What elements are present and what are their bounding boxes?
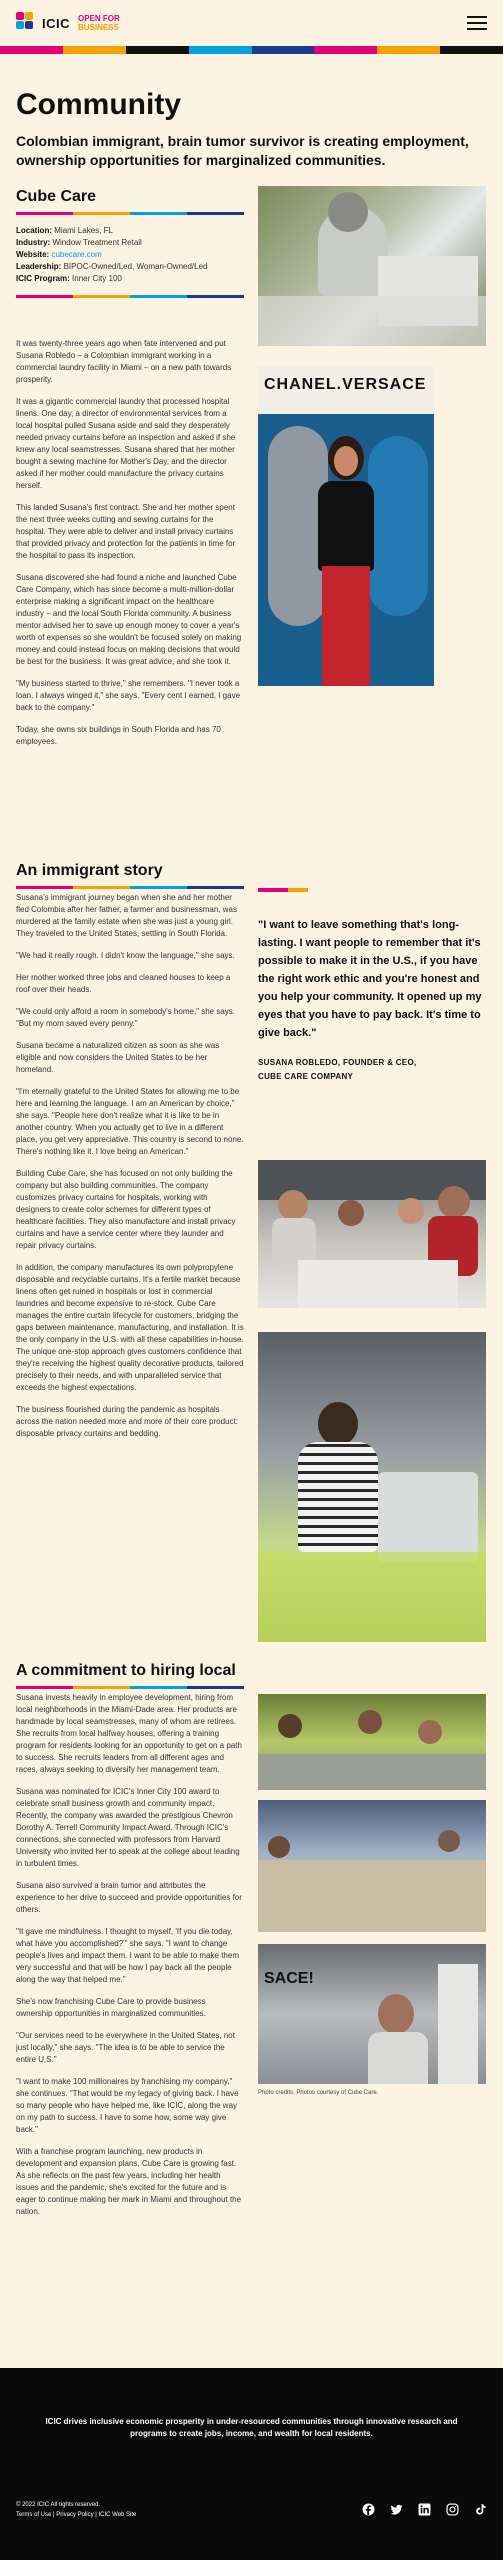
paragraph: "It gave me mindfulness. I thought to myself, 'If you die today, what have you accomplished?'" she says. "I want to change people's lives and impact them. I want to be able to make them very successful and that will be how I pay back all the people along the way that helped me." — [16, 1927, 239, 1984]
pull-quote — [258, 888, 486, 1084]
section-bar — [16, 212, 244, 215]
page-title: Community — [16, 88, 181, 121]
footer-links[interactable]: Terms of Use | Privacy Policy | ICIC Web Site — [16, 2512, 137, 2518]
meta-industry: Industry: Window Treatment Retail — [16, 238, 142, 247]
tagline-line-1: OPEN FOR — [78, 14, 120, 23]
twitter-icon[interactable] — [389, 2502, 403, 2516]
poster-text: CHANEL.VERSACE — [264, 376, 427, 393]
facebook-icon[interactable] — [361, 2502, 375, 2516]
sign-text: SACE! — [264, 1970, 314, 1987]
paragraph: Susana became a naturalized citizen as soon as she was eligible and now considers the United States to be her homeland. — [16, 1041, 220, 1074]
paragraph: In addition, the company manufactures its own polypropylene disposable and recyclable curtains. It's a fertile market because linens often get ruined in hospitals or lost in commercial laundries and become expensive to re-stock. Cube Care manages the entire curtain lifecycle for customers, bridging the gaps between maintenance, manufacturing, and installation. It is the only company in the U.S. with all these capabilities in-house. The unique one-stop approach gives customers confidence that they're receiving the highest quality decorative products, tailored precisely to their needs, and with unparalleled service that exceeds the highest expectations. — [16, 1263, 244, 1392]
immigrant-story-body — [16, 892, 244, 1440]
logo-tagline — [78, 14, 120, 32]
paragraph: Susana was nominated for ICIC's Inner City 100 award to celebrate small business growth and community impact. Recently, the company was awarded the prestigious Chevron Dorothy A. Terrell Community Impact Award. Through ICIC's connections, she connected with professors from Harvard University who invited her to speak at the college about leading in turbulent times. — [16, 1787, 240, 1868]
paragraph: "I want to make 100 millionaires by franchising my company," she continues. "That would be my legacy of giving back. I have so many people who have helped me, like ICIC, along the way on my path to success. I have to some how, some way give back." — [16, 2077, 239, 2134]
paragraph: "My business started to thrive," she remembers. "I never took a loan. I always winged it," she says. "Every cent I earned, I gave back to the company." — [16, 679, 241, 712]
linkedin-icon[interactable] — [417, 2502, 431, 2516]
site-footer — [0, 2368, 503, 2560]
icic-logo-mark-icon — [16, 12, 38, 34]
section-heading-immigrant-story: An immigrant story — [16, 862, 163, 879]
meta-leadership: Leadership: BIPOC-Owned/Led, Woman-Owned/Led — [16, 262, 208, 271]
paragraph: It was a gigantic commercial laundry that processed hospital linens. One day, a director of environmental services from a local hospital pulled Susana aside and said they desperately needed privacy curtains before an inspection and asked if she knew any local seamstresses. Susana shared that her mother bought a sewing machine for Mother's Day, and the director asked if her mother could manufacture the privacy curtains herself. — [16, 397, 236, 490]
sewing-team-photo — [258, 1694, 486, 1790]
copyright-text: © 2022 ICIC All rights reserved. — [16, 2502, 101, 2508]
quote-bar — [258, 888, 308, 892]
paragraph: Building Cube Care, she has focused on not only building the company but also building communities. The company customizes privacy curtains for hospitals, working with designers to create color schemes for different types of healthcare facilities. They also manufacture and install privacy curtains and have a service center where they launder and repair privacy curtains. — [16, 1169, 236, 1250]
paragraph: "We could only afford a room in somebody's home," she says. "But my mom saved every penny." — [16, 1007, 236, 1028]
curtain-inspection-photo — [258, 1944, 486, 2084]
workshop-photo — [258, 1800, 486, 1932]
social-links — [361, 2502, 487, 2516]
team-meeting-photo — [258, 1160, 486, 1308]
meta-website: Website: cubecare.com — [16, 250, 102, 259]
paragraph: It was twenty-three years ago when fate intervened and put Susana Robledo – a Colombian immigrant working in a commercial laundry facility in Miami – on a new path towards prosperity. — [16, 339, 232, 384]
paragraph: Susana also survived a brain tumor and attributes the experience to her drive to succeed and provide opportunities for others. — [16, 1881, 242, 1914]
logo-text: ICIC — [42, 15, 70, 31]
quote-attribution — [258, 1056, 486, 1084]
sewing-machine-photo — [258, 1332, 486, 1642]
section-heading-hiring-local: A commitment to hiring local — [16, 1662, 236, 1679]
paragraph: Her mother worked three jobs and cleaned houses to keep a roof over their heads. — [16, 973, 231, 994]
footer-copyright-block — [16, 2500, 136, 2520]
attribution-line-1: SUSANA ROBLEDO, FOUNDER & CEO, — [258, 1058, 417, 1067]
website-link[interactable]: cubecare.com — [51, 250, 102, 259]
seamstress-photo — [258, 186, 486, 346]
section-bar — [16, 1686, 244, 1689]
section-heading-cube-care: Cube Care — [16, 188, 97, 205]
paragraph: She's now franchising Cube Care to provide business ownership opportunities in marginalized communities. — [16, 1997, 206, 2018]
paragraph: The business flourished during the pandemic as hospitals across the nation needed more and more of their core product: disposable privacy curtains and bedding. — [16, 1405, 238, 1438]
hamburger-icon[interactable] — [467, 16, 487, 30]
page-subhead: Colombian immigrant, brain tumor survivor is creating employment, ownership opportunities for marginalized communities. — [16, 133, 469, 168]
company-meta — [16, 225, 244, 285]
paragraph: "Our services need to be everywhere in the United States, not just locally," she says. "The idea is to be able to service the entire U.S." — [16, 2031, 235, 2064]
cube-care-body — [16, 338, 244, 748]
paragraph: Susana's immigrant journey began when she and her mother fled Colombia after her father, a farmer and businessman, was murdered at the family estate when she was just a young girl. They traveled to the United States, settling in South Florida. — [16, 893, 237, 938]
meta-location: Location: Miami Lakes, FL — [16, 226, 113, 235]
quote-text: "I want to leave something that's long-lasting. I want people to remember that it's possible to make it in the U.S., if you have the right work ethic and you're honest and you help your community. It opened up my eyes that you have to pay back. It's time to give back." — [258, 919, 482, 1039]
attribution-line-2: CUBE CARE COMPANY — [258, 1072, 354, 1081]
photo-credits: Photo credits: Photos courtesy of Cube Care. — [258, 2090, 379, 2096]
paragraph: Today, she owns six buildings in South Florida and has 70 employees. — [16, 725, 221, 746]
color-stripe — [0, 46, 503, 54]
footer-mission: ICIC drives inclusive economic prosperity in under-resourced communities through innovative research and programs to create jobs, income, and wealth for local residents. — [45, 2417, 458, 2438]
paragraph: "I'm eternally grateful to the United States for allowing me to be here and learning the language. I am an American by choice," she says. "People here don't realize what it is like to be in another country. When you actually get to live in a different place, you get very appreciative. This country is second to none. There's nothing like it. I love being an American." — [16, 1087, 244, 1156]
section-bar — [16, 295, 244, 298]
icic-logo[interactable] — [16, 12, 120, 34]
paragraph: This landed Susana's first contract. She and her mother spent the next three weeks cutting and sewing curtains for the hospital. They were able to deliver and install privacy curtains that provided privacy and protection for the patients in time for the hospital to pass its inspection. — [16, 503, 236, 560]
section-bar — [16, 886, 244, 889]
paragraph: Susana invests heavily in employee development, hiring from local neighborhoods in the Miami-Dade area. Her products are handmade by local seamstresses, many of whom are retirees. She recruits from local halfway houses, offering a training program for residents looking for an opportunity to get on a path to success. She recruits leaders from all different ages and races, always seeking to diversify her management team. — [16, 1693, 242, 1774]
hiring-local-body — [16, 1692, 244, 2218]
paragraph: "We had it really rough. I didn't know the language," she says. — [16, 951, 235, 960]
instagram-icon[interactable] — [445, 2502, 459, 2516]
site-header — [0, 0, 503, 46]
founder-portrait-photo — [258, 366, 434, 686]
meta-program: ICIC Program: Inner City 100 — [16, 274, 122, 283]
tagline-line-2: BUSINESS — [78, 23, 119, 32]
tiktok-icon[interactable] — [473, 2502, 487, 2516]
paragraph: With a franchise program launching, new products in development and expansion plans, Cube Care is growing fast. As she reflects on the past few years, including her health issues and the pandemic, she's excited for the future and is eager to continue making her mark in Miami and throughout the nation. — [16, 2147, 242, 2216]
paragraph: Susana discovered she had found a niche and launched Cube Care Company, which has since become a multi-million-dollar enterprise making a significant impact on the healthcare industry – and the local South Florida community. A business mentor advised her to save up enough money to cover a year's worth of expenses so she wouldn't be focused solely on making money and could instead focus on making decisions that would be best for the business. It was great advice, and she took it. — [16, 573, 242, 666]
